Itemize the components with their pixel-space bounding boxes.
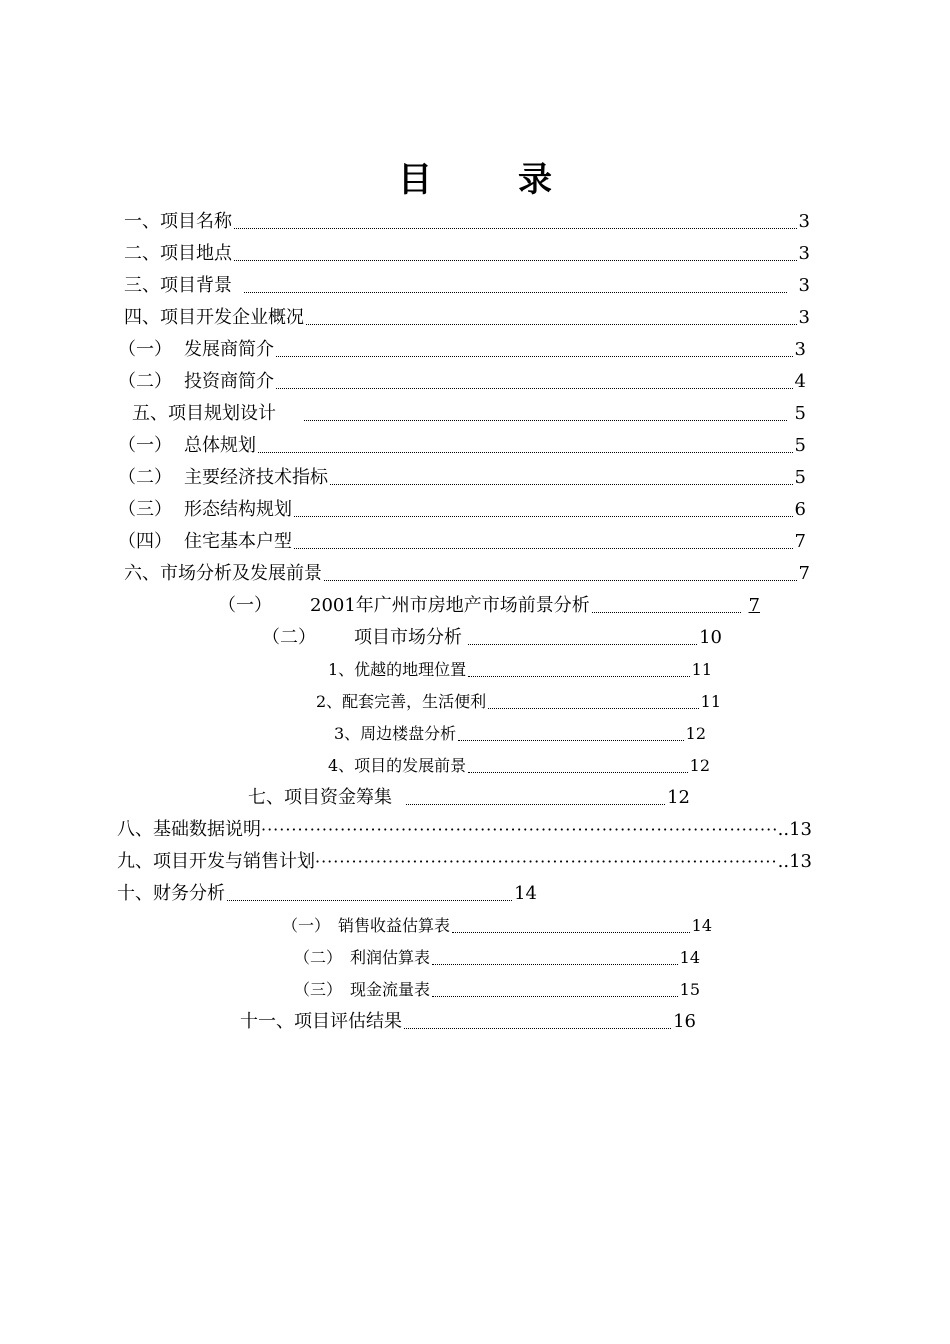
toc-entry[interactable] — [118, 367, 806, 393]
toc-page-number: 11 — [700, 692, 721, 711]
dot-leader — [404, 1027, 671, 1029]
toc-page-number: 7 — [748, 595, 760, 616]
toc-page-number: 5 — [794, 435, 806, 456]
dot-leader — [227, 899, 512, 901]
toc-entry[interactable] — [328, 751, 710, 777]
toc-entry-prefix: （一） — [218, 595, 272, 616]
toc-entry-label: 形态结构规划 — [184, 499, 292, 520]
toc-page-number: 3 — [794, 339, 806, 360]
toc-entry-label: 3、周边楼盘分析 — [334, 724, 457, 743]
toc-page-number: ..13 — [777, 851, 812, 872]
page-title: 目 录 — [398, 160, 578, 200]
toc-entry[interactable] — [262, 623, 722, 649]
dot-leader — [234, 259, 797, 261]
toc-page-number: 7 — [794, 531, 806, 552]
toc-entry-label: 利润估算表 — [350, 948, 431, 967]
toc-page-number: 14 — [514, 883, 537, 904]
toc-entry-label: 住宅基本户型 — [184, 531, 292, 552]
dot-leader — [306, 323, 797, 325]
dot-leader — [261, 819, 778, 841]
toc-page-number: 16 — [673, 1011, 696, 1032]
toc-entry[interactable] — [124, 207, 810, 233]
dot-leader — [432, 995, 678, 997]
toc-entry-prefix: （三） — [118, 499, 172, 520]
toc-entry[interactable] — [334, 719, 706, 745]
toc-entry-prefix: （二） — [118, 467, 172, 488]
toc-entry[interactable] — [316, 687, 721, 713]
toc-page-number: 7 — [798, 563, 810, 584]
toc-entry-prefix: （一） — [118, 435, 172, 456]
dot-leader — [488, 707, 698, 709]
toc-page-number: 3 — [798, 243, 810, 264]
dot-leader — [276, 355, 793, 357]
dot-leader — [304, 419, 787, 421]
toc-entry-prefix: （一） — [282, 916, 331, 935]
toc-entry[interactable] — [118, 495, 806, 521]
toc-entry-label: 项目市场分析 — [354, 627, 462, 648]
toc-entry-prefix: （三） — [294, 980, 343, 999]
toc-entry-label: 主要经济技术指标 — [184, 467, 328, 488]
toc-page-number: 6 — [794, 499, 806, 520]
toc-entry-label: 发展商简介 — [184, 339, 274, 360]
toc-page-number: 3 — [798, 307, 810, 328]
toc-entry-label: 总体规划 — [184, 435, 256, 456]
toc-entry-label: 七、项目资金筹集 — [248, 787, 392, 808]
toc-entry-label: 六、市场分析及发展前景 — [124, 563, 322, 584]
toc-page-number: 12 — [667, 787, 690, 808]
toc-entry-label: 八、基础数据说明 — [117, 819, 261, 840]
toc-entry-label: 三、项目背景 — [124, 275, 232, 296]
toc-entry-prefix: （二） — [118, 371, 172, 392]
toc-entry-label: 2、配套完善，生活便利 — [316, 692, 487, 711]
toc-entry-label: 十、财务分析 — [117, 883, 225, 904]
toc-entry[interactable] — [118, 463, 806, 489]
toc-entry-label: 投资商简介 — [184, 371, 274, 392]
toc-page-number: 14 — [691, 916, 712, 935]
dot-leader — [452, 931, 690, 933]
toc-entry-prefix: （一） — [118, 339, 172, 360]
toc-entry-prefix: （四） — [118, 531, 172, 552]
toc-entry[interactable] — [328, 655, 712, 681]
toc-entry-label: 4、项目的发展前景 — [328, 756, 467, 775]
dot-leader — [592, 611, 741, 613]
dot-leader — [432, 963, 678, 965]
toc-entry[interactable] — [240, 1007, 696, 1033]
toc-entry-label: 2001年广州市房地产市场前景分析 — [310, 595, 590, 616]
toc-entry[interactable] — [124, 239, 810, 265]
toc-entry-label: 现金流量表 — [350, 980, 431, 999]
toc-entry[interactable] — [124, 271, 810, 297]
toc-entry[interactable] — [118, 431, 806, 457]
toc-page-number: ..13 — [777, 819, 812, 840]
toc-entry[interactable] — [294, 975, 700, 1001]
toc-entry[interactable] — [118, 527, 806, 553]
toc-entry[interactable] — [218, 591, 760, 617]
toc-page-number: 5 — [794, 403, 806, 424]
dot-leader — [468, 675, 689, 677]
toc-page-number: 3 — [798, 211, 810, 232]
dot-leader — [294, 547, 793, 549]
dot-leader — [294, 515, 793, 517]
toc-page-number: 11 — [691, 660, 712, 679]
toc-entry[interactable] — [117, 847, 812, 873]
toc-page-number: 5 — [794, 467, 806, 488]
toc-entry-prefix: （二） — [262, 627, 316, 648]
toc-page-number: 10 — [699, 627, 722, 648]
toc-page-number: 3 — [798, 275, 810, 296]
toc-entry[interactable] — [117, 815, 812, 841]
dot-leader — [458, 739, 683, 741]
toc-entry-label: 一、项目名称 — [124, 211, 232, 232]
toc-entry[interactable] — [294, 943, 700, 969]
dot-leader — [244, 291, 787, 293]
dot-leader — [468, 771, 687, 773]
toc-entry[interactable] — [248, 783, 690, 809]
toc-entry-label: 二、项目地点 — [124, 243, 232, 264]
toc-page-number: 14 — [679, 948, 700, 967]
toc-entry-label: 九、项目开发与销售计划 — [117, 851, 315, 872]
toc-entry[interactable] — [124, 559, 810, 585]
toc-entry[interactable] — [282, 911, 712, 937]
dot-leader — [258, 451, 793, 453]
toc-entry[interactable] — [124, 303, 810, 329]
dot-leader — [330, 483, 793, 485]
toc-entry[interactable] — [118, 335, 806, 361]
dot-leader — [324, 579, 797, 581]
toc-page-number: 12 — [685, 724, 706, 743]
toc-entry-label: 五、项目规划设计 — [132, 403, 276, 424]
toc-page-number: 4 — [794, 371, 806, 392]
dot-leader — [406, 803, 665, 805]
toc-entry[interactable] — [132, 399, 806, 425]
toc-entry-prefix: （二） — [294, 948, 343, 967]
toc-entry-label: 1、优越的地理位置 — [328, 660, 467, 679]
dot-leader — [315, 851, 778, 873]
toc-page-number: 15 — [679, 980, 700, 999]
toc-page-number: 12 — [689, 756, 710, 775]
toc-entry[interactable] — [117, 879, 537, 905]
toc-entry-label: 四、项目开发企业概况 — [124, 307, 304, 328]
toc-entry-label: 十一、项目评估结果 — [240, 1011, 402, 1032]
toc-entry-label: 销售收益估算表 — [338, 916, 451, 935]
dot-leader — [276, 387, 793, 389]
dot-leader — [234, 227, 797, 229]
dot-leader — [468, 643, 697, 645]
